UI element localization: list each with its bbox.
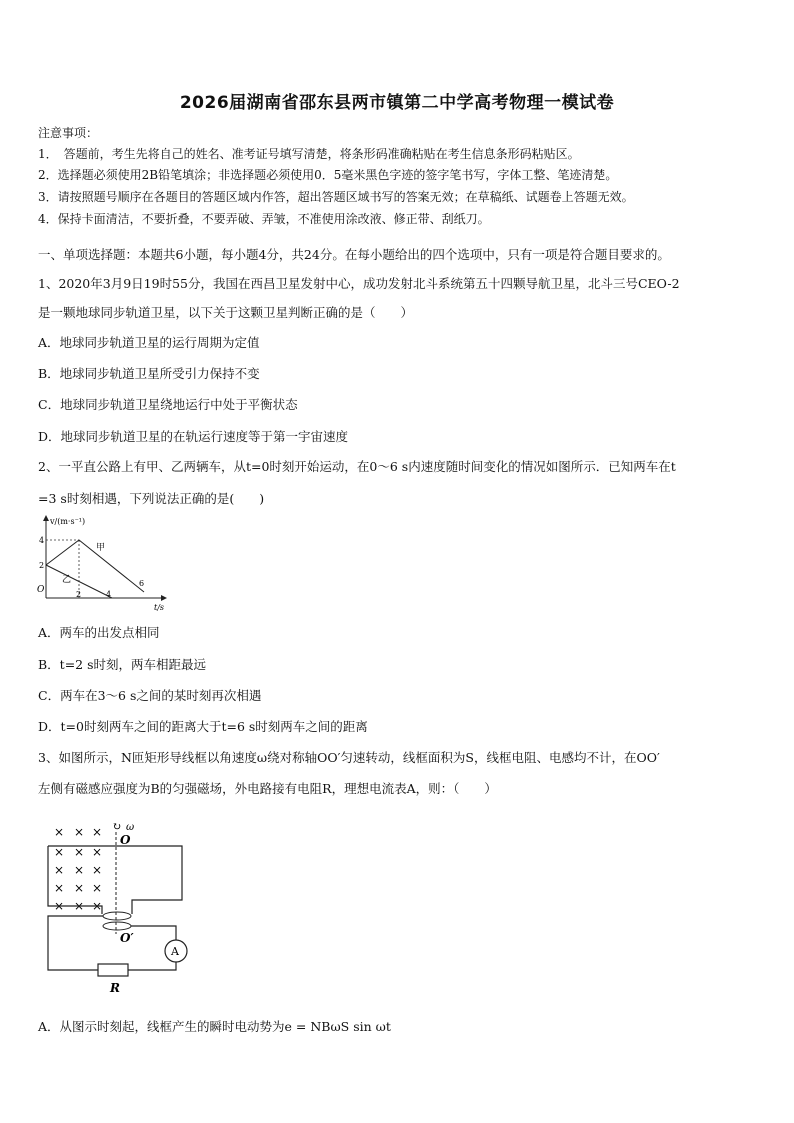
o-prime-label: O′ bbox=[120, 931, 134, 945]
field-cross-icon: × bbox=[92, 825, 103, 839]
q1-stem-line2: 是一颗地球同步轨道卫星，以下关于这颗卫星判断正确的是（ ） bbox=[38, 305, 414, 320]
x-tick-label: 2 bbox=[76, 590, 82, 599]
wire bbox=[131, 926, 176, 940]
x-tick-label: 4 bbox=[106, 590, 112, 599]
o-label: O bbox=[120, 833, 131, 847]
field-cross-icon: × bbox=[74, 863, 85, 877]
notes-heading: 注意事项： bbox=[38, 126, 99, 140]
field-cross-icon: × bbox=[54, 881, 65, 895]
rotation-arrow-icon: ↻ bbox=[112, 820, 122, 833]
x-tick-label: 6 bbox=[139, 579, 145, 588]
wire bbox=[128, 962, 176, 970]
q3-stem-line2: 左侧有磁感应强度为B的匀强磁场，外电路接有电阻R，理想电流表A，则：（ ） bbox=[38, 781, 497, 796]
q1-stem-line1: 1、2020年3月9日19时55分，我国在西昌卫星发射中心，成功发射北斗系统第五十四颗导航卫星，北斗三号CEO-2 bbox=[38, 276, 680, 291]
resistor-label: R bbox=[110, 981, 120, 995]
field-cross-icon: × bbox=[92, 899, 103, 913]
field-cross-icon: × bbox=[92, 845, 103, 859]
field-cross-icon: × bbox=[54, 825, 65, 839]
wire bbox=[48, 916, 103, 970]
q2-stem-line1: 2、一平直公路上有甲、乙两辆车，从t=0时刻开始运动，在0～6 s内速度随时间变化的情况如图所示．已知两车在t bbox=[38, 459, 676, 474]
resistor-icon bbox=[98, 964, 128, 976]
field-cross-icon: × bbox=[92, 881, 103, 895]
q1-option-c: C．地球同步轨道卫星绕地运行中处于平衡状态 bbox=[38, 397, 298, 412]
series-yi-label: 乙 bbox=[62, 575, 72, 585]
field-cross-icon: × bbox=[54, 863, 65, 877]
ammeter-label: A bbox=[171, 945, 179, 958]
y-axis-label: v/(m·s⁻¹) bbox=[50, 517, 86, 526]
field-cross-icon: × bbox=[74, 899, 85, 913]
section-heading: 一、单项选择题：本题共6小题，每小题4分，共24分。在每小题给出的四个选项中，只有一项是符合题目要求的。 bbox=[38, 247, 670, 262]
q2-option-a: A．两车的出发点相同 bbox=[38, 625, 160, 640]
slip-ring bbox=[103, 912, 131, 920]
field-cross-icon: × bbox=[54, 845, 65, 859]
q3-option-a: A．从图示时刻起，线框产生的瞬时电动势为e = NBωS sin ωt bbox=[38, 1019, 391, 1034]
q2-option-b: B．t=2 s时刻，两车相距最远 bbox=[38, 657, 207, 672]
coil-frame bbox=[48, 846, 182, 914]
field-cross-icon: × bbox=[54, 899, 65, 913]
field-cross-icon: × bbox=[74, 845, 85, 859]
field-cross-icon: × bbox=[74, 825, 85, 839]
page-title: 2026届湖南省邵东县两市镇第二中学高考物理一模试卷 bbox=[179, 93, 615, 113]
q2-stem-line2: =3 s时刻相遇，下列说法正确的是( ) bbox=[38, 491, 265, 506]
note-item: 4．保持卡面清洁，不要折叠，不要弄破、弄皱，不准使用涂改液、修正带、刮纸刀。 bbox=[38, 212, 490, 226]
q2-option-d: D．t=0时刻两车之间的距离大于t=6 s时刻两车之间的距离 bbox=[38, 719, 368, 734]
series-jia-label: 甲 bbox=[96, 543, 106, 553]
q2-vt-graph bbox=[34, 510, 184, 616]
x-axis-label: t/s bbox=[154, 603, 165, 612]
origin-label: O bbox=[37, 585, 45, 595]
y-tick-label: 2 bbox=[39, 561, 45, 570]
field-cross-icon: × bbox=[92, 863, 103, 877]
omega-label: ω bbox=[126, 822, 135, 833]
note-item: 1． 答题前，考生先将自己的姓名、准考证号填写清楚，将条形码准确粘贴在考生信息条形码粘贴区。 bbox=[38, 147, 580, 161]
series-jia-line bbox=[46, 540, 144, 592]
magnetic-field bbox=[54, 825, 102, 913]
q2-option-c: C．两车在3～6 s之间的某时刻再次相遇 bbox=[38, 688, 262, 703]
note-item: 3．请按照题号顺序在各题目的答题区域内作答，超出答题区域书写的答案无效；在草稿纸、试题卷上答题无效。 bbox=[38, 190, 634, 204]
y-tick-label: 4 bbox=[39, 536, 45, 545]
field-cross-icon: × bbox=[74, 881, 85, 895]
q1-option-b: B．地球同步轨道卫星所受引力保持不变 bbox=[38, 366, 260, 381]
q1-option-a: A．地球同步轨道卫星的运行周期为定值 bbox=[38, 335, 260, 350]
q3-coil-circuit-figure bbox=[40, 818, 200, 996]
note-item: 2．选择题必须使用2B铅笔填涂；非选择题必须使用0．5毫米黑色字迹的签字笔书写，字体工整、笔迹清楚。 bbox=[38, 168, 618, 182]
slip-ring bbox=[103, 922, 131, 930]
q3-stem-line1: 3、如图所示，N匝矩形导线框以角速度ω绕对称轴OO′匀速转动，线框面积为S，线框电阻、电感均不计，在OO′ bbox=[38, 750, 660, 765]
q1-option-d: D．地球同步轨道卫星的在轨运行速度等于第一宇宙速度 bbox=[38, 429, 349, 444]
